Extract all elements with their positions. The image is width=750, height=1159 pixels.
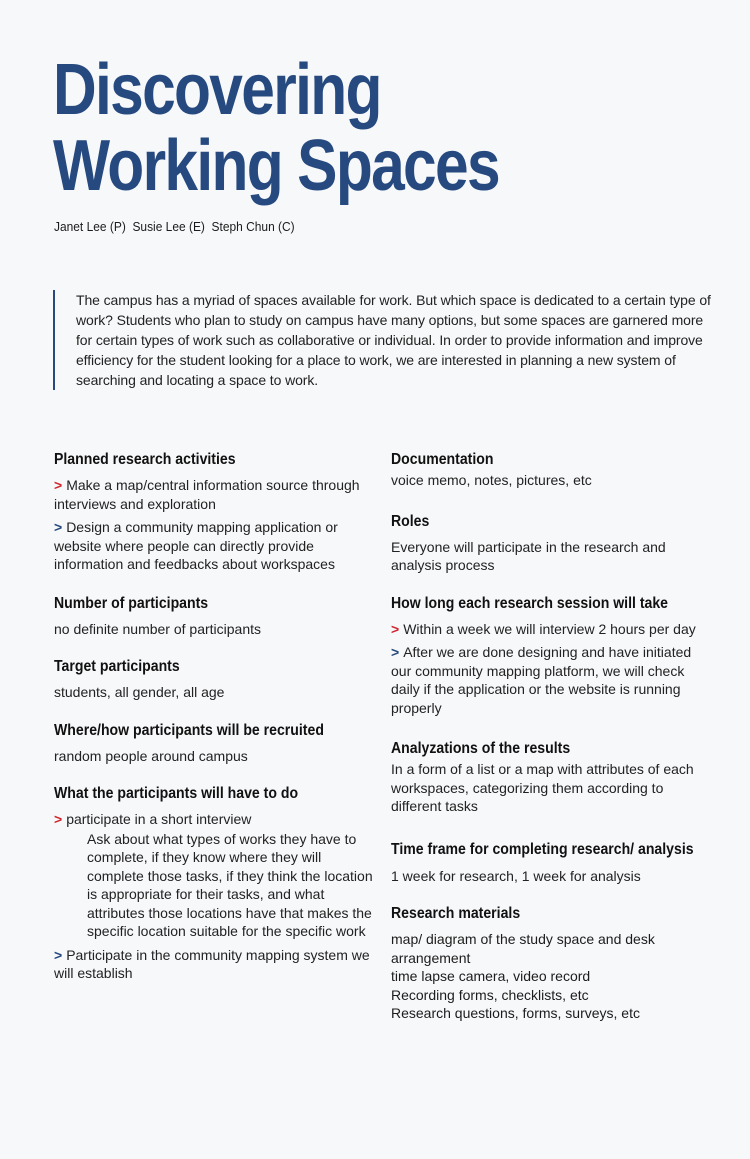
- bullet-arrow-icon: >: [54, 946, 63, 963]
- section-heading: How long each research session will take: [391, 594, 669, 612]
- list-item: > Make a map/central information source through interviews and exploration: [54, 477, 360, 512]
- section-number-participants: [54, 594, 374, 639]
- document-title: [53, 52, 499, 204]
- section-time-frame: [391, 839, 711, 886]
- section-text: voice memo, notes, pictures, etc: [391, 472, 592, 488]
- bullet-arrow-icon: >: [391, 620, 400, 637]
- section-heading: Target participants: [54, 658, 180, 675]
- bullet-arrow-icon: >: [391, 644, 400, 660]
- section-heading: What the participants will have to do: [54, 785, 299, 802]
- section-roles: [391, 512, 711, 575]
- section-heading: Time frame for completing research/ analysis: [391, 840, 694, 858]
- list-item: Recording forms, checklists, etc: [391, 986, 589, 1003]
- section-text: no definite number of participants: [54, 620, 262, 637]
- intro-paragraph: The campus has a myriad of spaces available for work. But which space is dedicated to a certain type of work? Students who plan to study on campus have many options, but some spaces are garnered more for certain types of work such as collaborative or individual. In order to provide information and improve efficiency for the student looking for a place to work, we are interested in planning a new system of searching and locating a space to work.: [53, 290, 713, 390]
- list-item: > participate in a short interview Ask about what types of works they have to complete, if they know where they will complete those tasks, if they think the location is appropriate for their tasks, and what attributes those locations have that makes the specific location suitable for the specific work: [54, 811, 373, 939]
- bullet-arrow-icon: >: [54, 811, 63, 827]
- list-item: > Design a community mapping application or website where people can directly provide information and feedbacks about workspaces: [54, 519, 338, 572]
- list-item: Research questions, forms, surveys, etc: [391, 1005, 640, 1021]
- section-text: 1 week for research, 1 week for analysis: [391, 867, 641, 884]
- section-analyzations: [391, 739, 711, 816]
- section-heading: Roles: [391, 512, 430, 530]
- list-item: > After we are done designing and have initiated our community mapping platform, we will check daily if the application or the website is running properly: [391, 644, 692, 716]
- section-session-length: [391, 594, 711, 718]
- authors: Janet Lee (P) Susie Lee (E) Steph Chun (C): [54, 219, 295, 234]
- title-line-1: Discovering: [53, 50, 381, 130]
- section-planned-activities: [54, 450, 374, 574]
- section-heading: Planned research activities: [54, 451, 236, 468]
- section-participant-tasks: [54, 784, 374, 983]
- bullet-arrow-icon: >: [54, 477, 63, 493]
- list-item-detail: Ask about what types of works they have to complete, if they know where they will complete those tasks, if they think the location is appropriate for their tasks, and what attributes those locations have that makes the specific location suitable for the specific work: [87, 830, 373, 939]
- section-text: In a form of a list or a map with attributes of each workspaces, categorizing them according to different tasks: [391, 761, 694, 814]
- bullet-arrow-icon: >: [54, 519, 63, 535]
- list-item: > Participate in the community mapping system we will establish: [54, 946, 370, 981]
- section-heading: Where/how participants will be recruited: [54, 721, 324, 739]
- section-recruitment: [54, 721, 374, 766]
- section-text: students, all gender, all age: [54, 684, 225, 700]
- section-heading: Number of participants: [54, 594, 209, 612]
- list-item: > Within a week we will interview 2 hours per day: [391, 620, 696, 637]
- section-target-participants: [54, 657, 374, 702]
- right-column: [391, 450, 711, 1042]
- section-text: random people around campus: [54, 747, 248, 764]
- materials-list: [391, 930, 711, 1023]
- section-heading: Research materials: [391, 905, 521, 922]
- left-column: [54, 450, 374, 1002]
- section-heading: Documentation: [391, 451, 494, 468]
- section-documentation: [391, 450, 711, 490]
- list-item: time lapse camera, video record: [391, 968, 591, 984]
- section-research-materials: [391, 904, 711, 1023]
- section-text: Everyone will participate in the research and analysis process: [391, 538, 666, 573]
- list-item: map/ diagram of the study space and desk arrangement: [391, 931, 655, 966]
- section-heading: Analyzations of the results: [391, 740, 571, 757]
- title-line-2: Working Spaces: [53, 126, 499, 206]
